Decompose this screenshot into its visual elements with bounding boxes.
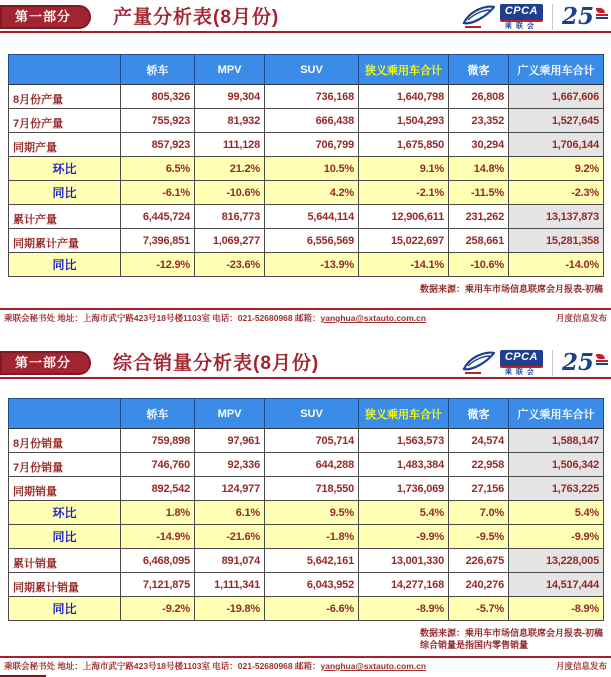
cell-value: -8.9%: [509, 597, 604, 621]
cpca-acronym: CPCA: [500, 4, 543, 22]
cpca-logo: [500, 350, 543, 376]
row-label: 累计产量: [9, 205, 121, 229]
table-row: [9, 181, 604, 205]
cell-value: -6.6%: [265, 597, 359, 621]
row-label: 累计销量: [9, 549, 121, 573]
cell-value: 7,121,875: [121, 573, 195, 597]
cell-value: 6,445,724: [121, 205, 195, 229]
page-footer: [0, 308, 611, 324]
section-header: [0, 2, 611, 33]
footer-contact-text: 乘联会秘书处 地址：上海市武宁路423号18号楼1103室 电话：021-52680968 邮箱：: [4, 313, 321, 323]
table-row: [9, 229, 604, 253]
row-label: 同比: [9, 253, 121, 277]
cell-value: 13,228,005: [509, 549, 604, 573]
footer-contact: [4, 661, 556, 672]
cell-value: -8.9%: [359, 597, 449, 621]
column-header: 轿车: [121, 399, 195, 429]
table-row: [9, 549, 604, 573]
cell-value: -23.6%: [195, 253, 265, 277]
table-row: [9, 429, 604, 453]
column-header: 狭义乘用车合计: [359, 399, 449, 429]
cell-value: 111,128: [195, 133, 265, 157]
page-footer: [0, 656, 611, 672]
footer-email-link[interactable]: yanghua@sxtauto.com.cn: [320, 661, 427, 671]
cell-value: 1,675,850: [359, 133, 449, 157]
row-label: 8月份销量: [9, 429, 121, 453]
cell-value: 6,043,952: [265, 573, 359, 597]
cell-value: 9.5%: [265, 501, 359, 525]
cell-value: -12.9%: [121, 253, 195, 277]
cell-value: 892,542: [121, 477, 195, 501]
source-notes: [8, 627, 603, 651]
cell-value: 14,517,444: [509, 573, 604, 597]
table-row: [9, 85, 604, 109]
anniversary-marks-icon: [596, 8, 608, 19]
table-row: [9, 477, 604, 501]
source-notes: [8, 283, 603, 295]
source-note-line: 数据来源：乘用车市场信息联席会月报表-初稿: [420, 284, 603, 294]
cell-value: 6,556,569: [265, 229, 359, 253]
logo-group: [461, 4, 611, 30]
column-header: 轿车: [121, 55, 195, 85]
row-label: 同比: [9, 597, 121, 621]
row-label: 环比: [9, 501, 121, 525]
cell-value: 1,588,147: [509, 429, 604, 453]
row-label: 8月份产量: [9, 85, 121, 109]
column-header: 微客: [449, 55, 509, 85]
anniversary-marks-icon: [596, 354, 608, 365]
cell-value: -9.2%: [121, 597, 195, 621]
cell-value: -2.3%: [509, 181, 604, 205]
cell-value: 92,336: [195, 453, 265, 477]
cell-value: 805,326: [121, 85, 195, 109]
cell-value: 21.2%: [195, 157, 265, 181]
cell-value: -5.7%: [449, 597, 509, 621]
row-label: 同比: [9, 181, 121, 205]
row-label: 同比: [9, 525, 121, 549]
cell-value: 746,760: [121, 453, 195, 477]
cell-value: 226,675: [449, 549, 509, 573]
logo-divider: [552, 4, 553, 30]
table-row: [9, 109, 604, 133]
cell-value: 22,958: [449, 453, 509, 477]
table-row: [9, 205, 604, 229]
production-table-wrap: [0, 54, 611, 277]
table-row: [9, 501, 604, 525]
column-header: 狭义乘用车合计: [359, 55, 449, 85]
table-row: [9, 157, 604, 181]
table-row: [9, 597, 604, 621]
cell-value: 718,550: [265, 477, 359, 501]
cell-value: -11.5%: [449, 181, 509, 205]
cell-value: 736,168: [265, 85, 359, 109]
cell-value: 7,396,851: [121, 229, 195, 253]
logo-group: [461, 350, 611, 376]
table-row: [9, 253, 604, 277]
cell-value: 15,281,358: [509, 229, 604, 253]
footer-contact: [4, 313, 556, 324]
cell-value: -9.9%: [509, 525, 604, 549]
anniversary-number: 25: [561, 348, 594, 376]
section-production: [0, 2, 611, 324]
logo-divider: [552, 350, 553, 376]
cell-value: 81,932: [195, 109, 265, 133]
cell-value: 644,288: [265, 453, 359, 477]
cell-value: 759,898: [121, 429, 195, 453]
cell-value: 124,977: [195, 477, 265, 501]
footer-contact-text: 乘联会秘书处 地址：上海市武宁路423号18号楼1103室 电话：021-52680968 邮箱：: [4, 661, 321, 671]
column-header: 微客: [449, 399, 509, 429]
row-label: 同期累计销量: [9, 573, 121, 597]
cell-value: 4.2%: [265, 181, 359, 205]
cell-value: -21.6%: [195, 525, 265, 549]
cell-value: 26,808: [449, 85, 509, 109]
cell-value: 706,799: [265, 133, 359, 157]
cell-value: 1,504,293: [359, 109, 449, 133]
cell-value: 1,069,277: [195, 229, 265, 253]
cell-value: 891,074: [195, 549, 265, 573]
cell-value: 1,111,341: [195, 573, 265, 597]
sales-table: [8, 398, 604, 621]
cell-value: 14.8%: [449, 157, 509, 181]
cell-value: 755,923: [121, 109, 195, 133]
cell-value: 705,714: [265, 429, 359, 453]
column-header: SUV: [265, 55, 359, 85]
table-row: [9, 453, 604, 477]
cell-value: 27,156: [449, 477, 509, 501]
cell-value: -6.1%: [121, 181, 195, 205]
cell-value: -10.6%: [195, 181, 265, 205]
cpca-acronym: CPCA: [500, 350, 543, 368]
column-header: 广义乘用车合计: [509, 399, 604, 429]
cell-value: 666,438: [265, 109, 359, 133]
cell-value: -14.9%: [121, 525, 195, 549]
cell-value: 1,763,225: [509, 477, 604, 501]
cell-value: -9.9%: [359, 525, 449, 549]
row-label: 同期累计产量: [9, 229, 121, 253]
cpca-logo: [500, 4, 543, 30]
cell-value: 1.8%: [121, 501, 195, 525]
corner-header-cell: [9, 399, 121, 429]
cpca-name: 乘联会: [504, 369, 538, 376]
cell-value: -14.1%: [359, 253, 449, 277]
source-note-line: 综合销量是指国内零售销量: [420, 640, 529, 650]
cell-value: 99,304: [195, 85, 265, 109]
cell-value: 1,563,573: [359, 429, 449, 453]
cell-value: 6.5%: [121, 157, 195, 181]
cell-value: 816,773: [195, 205, 265, 229]
row-label: 同期产量: [9, 133, 121, 157]
cell-value: 10.5%: [265, 157, 359, 181]
page-title: 综合销量分析表(8月份): [113, 352, 320, 374]
cell-value: -10.6%: [449, 253, 509, 277]
cell-value: 1,527,645: [509, 109, 604, 133]
cell-value: 24,574: [449, 429, 509, 453]
cell-value: 9.2%: [509, 157, 604, 181]
cell-value: 6.1%: [195, 501, 265, 525]
cell-value: 258,661: [449, 229, 509, 253]
cell-value: 23,352: [449, 109, 509, 133]
cell-value: 1,736,069: [359, 477, 449, 501]
table-row: [9, 133, 604, 157]
cell-value: -9.5%: [449, 525, 509, 549]
cell-value: 1,640,798: [359, 85, 449, 109]
row-label: 环比: [9, 157, 121, 181]
cell-value: -2.1%: [359, 181, 449, 205]
table-row: [9, 573, 604, 597]
cell-value: 857,923: [121, 133, 195, 157]
part-badge: 第一部分: [0, 5, 91, 29]
cell-value: 1,483,384: [359, 453, 449, 477]
part-badge: 第一部分: [0, 351, 91, 375]
production-table: [8, 54, 604, 277]
cell-value: 7.0%: [449, 501, 509, 525]
cell-value: 5.4%: [359, 501, 449, 525]
table-row: [9, 525, 604, 549]
cell-value: 15,022,697: [359, 229, 449, 253]
anniversary-25-logo: [561, 348, 608, 376]
row-label: 同期销量: [9, 477, 121, 501]
cell-value: 13,137,873: [509, 205, 604, 229]
cell-value: -14.0%: [509, 253, 604, 277]
row-label: 7月份产量: [9, 109, 121, 133]
cell-value: 13,001,330: [359, 549, 449, 573]
page-title: 产量分析表(8月份): [113, 6, 280, 28]
cell-value: 6,468,095: [121, 549, 195, 573]
section-sales: [0, 348, 611, 672]
cell-value: -13.9%: [265, 253, 359, 277]
cell-value: 1,506,342: [509, 453, 604, 477]
anniversary-number: 25: [561, 2, 594, 30]
cell-value: 5,644,114: [265, 205, 359, 229]
footer-email-link[interactable]: yanghua@sxtauto.com.cn: [320, 313, 427, 323]
cell-value: 30,294: [449, 133, 509, 157]
footer-publication-label: 月度信息发布: [555, 661, 607, 671]
row-label: 7月份销量: [9, 453, 121, 477]
anniversary-25-logo: [561, 2, 608, 30]
cell-value: 240,276: [449, 573, 509, 597]
cell-value: 12,906,611: [359, 205, 449, 229]
cell-value: -1.8%: [265, 525, 359, 549]
cell-value: 97,961: [195, 429, 265, 453]
column-header: 广义乘用车合计: [509, 55, 604, 85]
cell-value: 14,277,168: [359, 573, 449, 597]
cell-value: 5.4%: [509, 501, 604, 525]
cell-value: 1,706,144: [509, 133, 604, 157]
cell-value: 1,667,606: [509, 85, 604, 109]
cpca-swoosh-icon: [461, 350, 495, 376]
footer-publication-label: 月度信息发布: [555, 313, 607, 323]
cell-value: 5,642,161: [265, 549, 359, 573]
cell-value: 231,262: [449, 205, 509, 229]
cell-value: 9.1%: [359, 157, 449, 181]
column-header: SUV: [265, 399, 359, 429]
source-note-line: 数据来源：乘用车市场信息联席会月报表-初稿: [420, 628, 603, 638]
cpca-name: 乘联会: [504, 23, 538, 30]
sales-table-wrap: [0, 398, 611, 621]
corner-header-cell: [9, 55, 121, 85]
column-header: MPV: [195, 55, 265, 85]
cell-value: -19.8%: [195, 597, 265, 621]
cpca-swoosh-icon: [461, 4, 495, 30]
column-header: MPV: [195, 399, 265, 429]
section-header: [0, 348, 611, 379]
